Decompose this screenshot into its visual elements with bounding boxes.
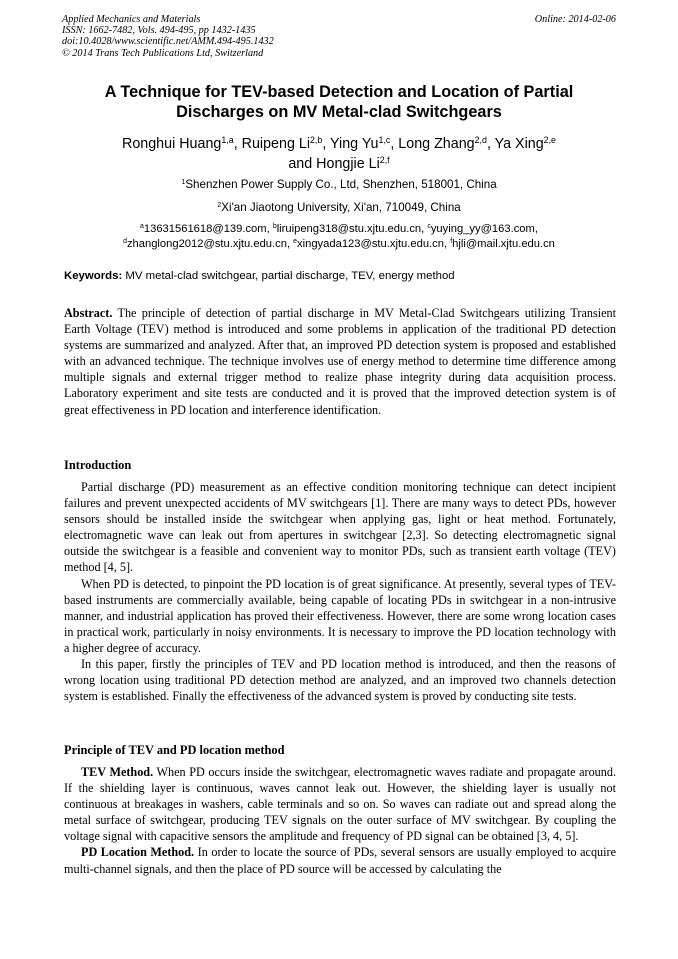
online-date: Online: 2014-02-06 <box>534 14 616 25</box>
author-name: Ronghui Huang <box>122 136 222 152</box>
email: yuying_yy@163.com, <box>430 223 538 235</box>
email: liruipeng318@stu.xjtu.edu.cn, <box>276 223 428 235</box>
paragraph-text: In order to locate the source of PDs, several sensors are usually employed to acquire multi-channel signals, and then the place of PD source will be accessed by calculating the <box>64 845 616 876</box>
author-emails <box>62 222 616 252</box>
title-line-2: Discharges on MV Metal-clad Switchgears <box>176 103 502 121</box>
author-affiliation-mark: 2,d <box>474 135 487 146</box>
email-line-1 <box>62 222 616 237</box>
keywords <box>64 269 616 283</box>
copyright-line: © 2014 Trans Tech Publications Ltd, Switzerland <box>62 47 264 59</box>
author-separator: , <box>322 136 331 152</box>
paragraph: Partial discharge (PD) measurement as an effective condition monitoring technique can detect incipient failures and prevent unexpected accidents of MV switchgears [1]. There are many ways to detect PDs, however sensors should be installed inside the switchgear when applying gas, light or heat method. Fortunately, electromagnetic wave can leak out from apertures in switchgear [2,3]. So detecting electromagnetic signal outside the switchgear is a feasible and convenient way to monitor PDs, such as transient earth voltage (TEV) method [4, 5]. <box>64 480 616 575</box>
email-mark: f <box>450 238 453 246</box>
email-mark: a <box>140 223 144 231</box>
paragraph <box>64 844 616 876</box>
email-mark: d <box>123 238 127 246</box>
email-line-2 <box>62 237 616 252</box>
affiliation-2 <box>62 201 616 215</box>
author-line-1 <box>62 134 616 154</box>
author-affiliation-mark: 2,f <box>379 155 390 166</box>
run-in-heading: TEV Method. <box>81 765 154 779</box>
doi-line: doi:10.4028/www.scientific.net/AMM.494-495.1432 <box>62 36 274 48</box>
author-name: Ying Yu <box>330 136 379 152</box>
keywords-text: MV metal-clad switchgear, partial discharge, TEV, energy method <box>122 270 455 282</box>
author-name: and Hongjie Li <box>288 156 380 172</box>
paragraph-text: When PD occurs inside the switchgear, electromagnetic waves radiate and propagate around. If the shielding layer is continuous, waves cannot leak out. However, the shielding layer is usually not continuous at breakages in washers, cable terminals and so on. So waves can radiate out and spread along the metal surface of switchgear, producing TEV signals on the outer surface of MV switchgear. By coupling the voltage signal with capacitive sensors the amplitude and frequency of PD signal can be obtained [3, 4, 5]. <box>64 765 616 844</box>
author-line-2 <box>62 154 616 174</box>
author-separator: , <box>486 136 495 152</box>
affiliation-text: Shenzhen Power Supply Co., Ltd, Shenzhen, 518001, China <box>185 178 497 191</box>
author-affiliation-mark: 2,b <box>310 135 323 146</box>
section-heading-introduction: Introduction <box>64 458 132 472</box>
author-name: Ruipeng Li <box>241 136 310 152</box>
affiliation-mark: 2 <box>217 200 222 210</box>
paper-title <box>62 82 616 122</box>
author-separator: , <box>233 136 242 152</box>
abstract-text: The principle of detection of partial discharge in MV Metal-Clad Switchgears utilizing Transient Earth Voltage (TEV) method is introduced and some problems in application of the traditional PD detection systems are summarized and analyzed. After that, an improved PD detection system is proposed and established with an advanced technique. The technique involves use of energy method to determine time difference among multiple signals and external trigger method to realize phase integrity during data acquisition process. Laboratory experiment and site tests are conducted and it is proved that the improved detection system is of great effectiveness in PD location and interference identification. <box>64 306 616 417</box>
author-separator: , <box>390 136 399 152</box>
section-heading-principle: Principle of TEV and PD location method <box>64 743 285 757</box>
author-affiliation-mark: 1,a <box>221 135 234 146</box>
author-name: Ya Xing <box>494 136 544 152</box>
abstract <box>64 305 616 418</box>
affiliation-mark: 1 <box>181 177 186 187</box>
journal-name: Applied Mechanics and Materials <box>62 14 201 25</box>
email-mark: e <box>293 238 298 246</box>
email: xingyada123@stu.xjtu.edu.cn, <box>297 238 451 250</box>
paragraph: When PD is detected, to pinpoint the PD location is of great significance. At presently, several types of TEV-based instruments are commercially available, being capable of locating PDs in switchgear in a non-intrusive manner, and industrial application has proved their effectiveness. However, there are some wrong location cases in practical work, particularly in noisy environments. It is necessary to improve the PD location technology with a higher degree of accuracy. <box>64 576 616 655</box>
affiliation-text: Xi'an Jiaotong University, Xi'an, 710049, China <box>221 201 461 214</box>
email: hjli@mail.xjtu.edu.cn <box>452 238 555 250</box>
paragraph: In this paper, firstly the principles of TEV and PD location method is introduced, and then the reasons of wrong location using traditional PD detection method are analyzed, and an improved two channels detection system is established. Finally the effectiveness of the advanced system is proved by conducting site tests. <box>64 657 616 704</box>
author-affiliation-mark: 1,c <box>378 135 391 146</box>
email-mark: b <box>272 223 277 231</box>
abstract-label: Abstract. <box>64 306 113 320</box>
email-mark: c <box>427 223 431 231</box>
author-name: Long Zhang <box>398 136 475 152</box>
run-in-heading: PD Location Method. <box>81 845 195 860</box>
author-list <box>62 134 616 174</box>
affiliation-1 <box>62 178 616 192</box>
journal-header <box>62 14 616 59</box>
issn-line: ISSN: 1662-7482, Vols. 494-495, pp 1432-1435 <box>62 25 256 37</box>
author-affiliation-mark: 2,e <box>543 135 556 146</box>
paragraph <box>64 764 616 844</box>
email: 13631561618@139.com, <box>143 223 273 235</box>
introduction-section <box>64 479 616 704</box>
keywords-label: Keywords: <box>64 270 123 282</box>
title-line-1: A Technique for TEV-based Detection and Location of Partial <box>104 83 574 101</box>
email: zhanglong2012@stu.xjtu.edu.cn, <box>126 238 294 250</box>
principle-section <box>64 764 616 877</box>
